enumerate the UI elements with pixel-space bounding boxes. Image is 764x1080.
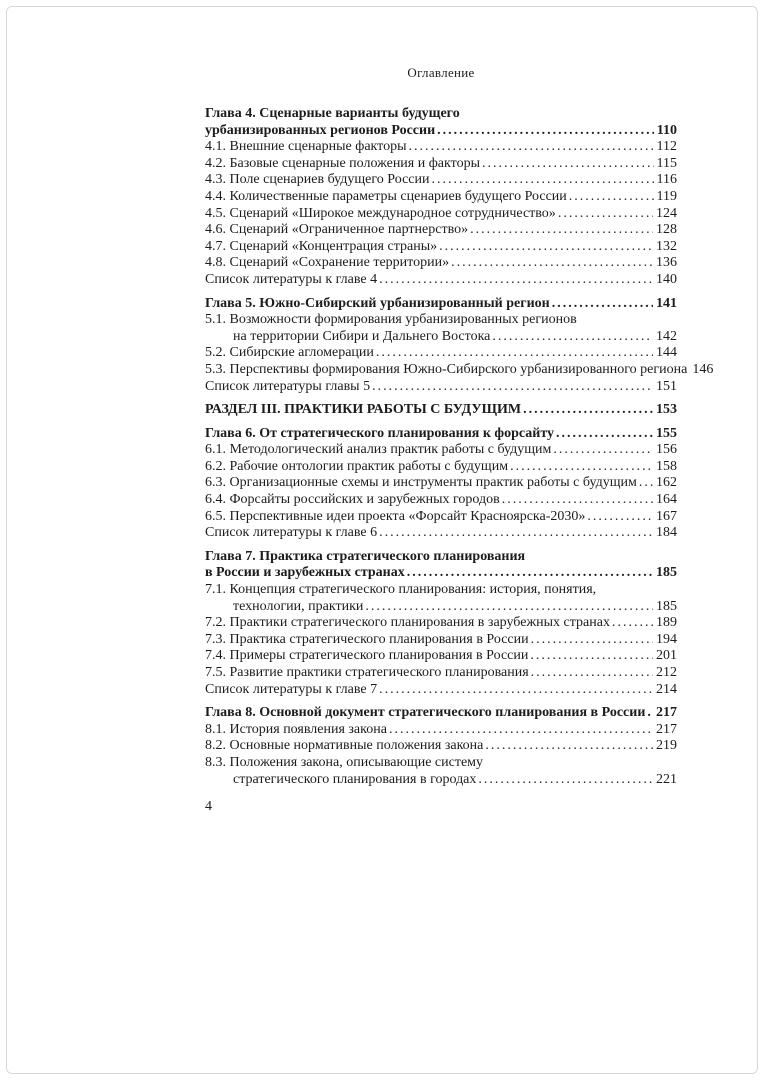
toc-line — [205, 426, 677, 443]
toc-entry — [205, 255, 677, 272]
toc-entry — [205, 206, 677, 223]
toc-entry-title: технологии, практики — [233, 598, 364, 614]
toc-entry-title: 4.7. Сценарий «Концентрация страны» — [205, 238, 438, 254]
dot-leader — [482, 156, 654, 173]
toc-entry — [205, 442, 677, 459]
dot-leader — [451, 255, 653, 272]
dot-leader — [530, 648, 653, 665]
toc-entry — [205, 665, 677, 682]
toc-entry — [205, 139, 677, 156]
dot-leader — [510, 459, 653, 476]
toc-entry-title: стратегического планирования в городах — [233, 771, 477, 787]
toc-entry — [205, 525, 677, 542]
toc-entry-title: в России и зарубежных странах — [205, 565, 405, 581]
toc-entry — [205, 755, 677, 788]
book-page — [6, 6, 758, 1074]
toc-line — [205, 379, 677, 396]
toc-page-ref: 141 — [656, 295, 677, 311]
toc-entry — [205, 509, 677, 526]
toc-list — [205, 106, 714, 788]
toc-page-ref: 156 — [656, 442, 677, 458]
toc-entry — [205, 106, 677, 139]
dot-leader — [376, 345, 653, 362]
dot-leader — [647, 705, 653, 722]
toc-entry-title: урбанизированных регионов России — [205, 122, 436, 138]
dot-leader — [556, 426, 653, 443]
toc-line — [205, 345, 677, 362]
dot-leader — [437, 123, 654, 140]
dot-leader — [365, 599, 653, 616]
dot-leader — [439, 239, 653, 256]
toc-entry-title: 6.4. Форсайты российских и зарубежных городов — [205, 492, 500, 508]
toc-page-ref: 128 — [656, 222, 677, 238]
toc-page-ref: 212 — [656, 665, 677, 680]
toc-line — [205, 738, 677, 755]
dot-leader — [558, 206, 653, 223]
toc-page-ref: 115 — [656, 155, 677, 171]
dot-leader — [379, 272, 653, 289]
toc-line — [205, 442, 677, 459]
toc-entry-title: 7.4. Примеры стратегического планирования в России — [205, 648, 529, 664]
dot-leader — [407, 565, 653, 582]
toc-entry-title: Глава 5. Южно-Сибирский урбанизированный регион — [205, 295, 550, 311]
toc-page-ref: 124 — [656, 205, 677, 221]
toc-entry-title: 4.6. Сценарий «Ограниченное партнерство» — [205, 222, 469, 238]
toc-entry — [205, 582, 677, 615]
toc-entry — [205, 156, 677, 173]
toc-entry — [205, 379, 677, 396]
toc-entry — [205, 239, 677, 256]
toc-line — [205, 492, 677, 509]
toc-page-ref: 214 — [656, 681, 677, 697]
toc-entry-title: 7.2. Практики стратегического планирования в зарубежных странах — [205, 615, 610, 631]
toc-page-ref: 185 — [656, 598, 677, 614]
toc-entry-title: Глава 6. От стратегического планирования к форсайту — [205, 425, 555, 441]
toc-page-ref: 112 — [656, 139, 677, 155]
toc-entry-title: 6.2. Рабочие онтологии практик работы с будущим — [205, 458, 509, 474]
toc-line — [205, 402, 677, 419]
toc-line — [205, 682, 677, 699]
dot-leader — [379, 525, 653, 542]
toc-entry — [205, 459, 677, 476]
toc-entry-title: Список литературы к главе 4 — [205, 271, 378, 287]
toc-line — [205, 459, 677, 476]
toc-line — [205, 329, 677, 346]
running-header: Оглавление — [407, 65, 475, 80]
toc-line — [205, 106, 677, 123]
toc-page-ref: 189 — [656, 615, 677, 631]
dot-leader — [389, 722, 653, 739]
toc-entry-title: Список литературы к главе 6 — [205, 525, 378, 541]
toc-line — [205, 139, 677, 156]
toc-entry-title: на территории Сибири и Дальнего Востока — [233, 328, 491, 344]
toc-line — [205, 549, 677, 566]
toc-page-ref: 153 — [656, 402, 677, 418]
toc-page-ref: 201 — [656, 648, 677, 664]
toc-page-ref: 155 — [656, 425, 677, 441]
dot-leader — [485, 738, 653, 755]
toc-entry — [205, 426, 677, 443]
toc-entry — [205, 492, 677, 509]
toc-line — [205, 632, 677, 649]
toc-line — [205, 582, 677, 599]
toc-line — [205, 772, 677, 789]
toc-entry-title: 5.3. Перспективы формирования Южно-Сибирского урбанизированного региона — [205, 361, 688, 377]
toc-entry-title: 6.1. Методологический анализ практик работы с будущим — [205, 442, 552, 458]
toc-entry — [205, 632, 677, 649]
toc-entry — [205, 648, 677, 665]
toc-page-ref: 140 — [656, 271, 677, 287]
toc-entry-title: 8.1. История появления закона — [205, 721, 387, 737]
toc-line — [205, 172, 677, 189]
toc-entry — [205, 722, 677, 739]
toc-entry-title: 8.2. Основные нормативные положения закона — [205, 738, 484, 754]
toc-entry — [205, 615, 677, 632]
toc-entry — [205, 738, 677, 755]
toc-line — [205, 239, 677, 256]
toc-page-ref: 184 — [656, 525, 677, 541]
dot-leader — [553, 442, 653, 459]
toc-line — [205, 705, 677, 722]
toc-page-ref: 151 — [656, 378, 677, 394]
toc-line — [205, 665, 677, 682]
toc-page-ref: 146 — [692, 361, 714, 377]
toc-entry-title: 4.1. Внешние сценарные факторы — [205, 139, 407, 155]
toc-entry-title: 6.5. Перспективные идеи проекта «Форсайт Красноярска-2030» — [205, 508, 586, 524]
toc-entry — [205, 296, 677, 313]
toc-page-ref: 136 — [656, 255, 677, 271]
toc-entry — [205, 402, 677, 419]
toc-entry-title: 8.3. Положения закона, описывающие систему — [205, 754, 484, 770]
toc-line — [205, 509, 677, 526]
toc-entry-title: 6.3. Организационные схемы и инструменты практик работы с будущим — [205, 475, 637, 491]
toc-page-ref: 116 — [656, 172, 677, 188]
dot-leader — [470, 222, 653, 239]
toc-line — [205, 206, 677, 223]
dot-leader — [379, 682, 653, 699]
toc-page-ref: 219 — [656, 738, 677, 754]
toc-page-ref: 144 — [656, 345, 677, 361]
toc-entry — [205, 172, 677, 189]
toc-page-ref: 164 — [656, 492, 677, 508]
toc-page-ref: 132 — [656, 238, 677, 254]
toc-line — [205, 722, 677, 739]
dot-leader — [372, 379, 653, 396]
toc-entry-title: 5.2. Сибирские агломерации — [205, 345, 374, 361]
toc-entry — [205, 345, 677, 362]
toc-entry-title: 7.3. Практика стратегического планирования в России — [205, 631, 529, 647]
dot-leader — [552, 296, 653, 313]
toc-entry — [205, 312, 677, 345]
toc-page-ref: 221 — [656, 771, 677, 787]
toc-entry — [205, 361, 714, 379]
toc-entry-title: Список литературы к главе 7 — [205, 681, 378, 697]
toc-line — [205, 361, 714, 379]
toc-page-ref: 119 — [656, 188, 677, 204]
toc-entry — [205, 549, 677, 582]
dot-leader — [569, 189, 654, 206]
dot-leader — [492, 329, 653, 346]
toc-entry-title: Глава 8. Основной документ стратегического планирования в России — [205, 705, 646, 721]
toc-page-ref: 110 — [656, 122, 677, 138]
toc-line — [205, 296, 677, 313]
toc-page-ref: 167 — [656, 508, 677, 524]
toc-line — [205, 189, 677, 206]
toc-line — [205, 312, 677, 329]
toc-entry — [205, 705, 677, 722]
toc-line — [205, 648, 677, 665]
dot-leader — [432, 172, 654, 189]
toc-entry — [205, 189, 677, 206]
toc-line — [205, 615, 677, 632]
toc-page-ref: 217 — [656, 705, 677, 721]
dot-leader — [502, 492, 653, 509]
toc-entry-title: 4.4. Количественные параметры сценариев будущего России — [205, 188, 567, 204]
page-number: 4 — [205, 799, 212, 814]
dot-leader — [523, 402, 653, 419]
toc-entry — [205, 682, 677, 699]
toc-entry — [205, 475, 677, 492]
toc-entry-title: РАЗДЕЛ III. ПРАКТИКИ РАБОТЫ С БУДУЩИМ — [205, 402, 522, 418]
toc-line — [205, 475, 677, 492]
dot-leader — [478, 772, 653, 789]
toc-entry-title: 5.1. Возможности формирования урбанизированных регионов — [205, 312, 577, 328]
toc-entry — [205, 272, 677, 289]
dot-leader — [531, 665, 653, 682]
dot-leader — [531, 632, 653, 649]
toc-entry-title: Глава 7. Практика стратегического планирования — [205, 548, 526, 564]
toc-page-ref: 142 — [656, 328, 677, 344]
toc-entry-title: 4.3. Поле сценариев будущего России — [205, 172, 430, 188]
toc-entry-title: 4.8. Сценарий «Сохранение территории» — [205, 255, 450, 271]
toc-page-ref: 217 — [656, 721, 677, 737]
dot-leader — [587, 509, 653, 526]
toc-line — [205, 272, 677, 289]
toc-page-ref: 185 — [656, 565, 677, 581]
toc-line — [205, 565, 677, 582]
toc-line — [205, 255, 677, 272]
toc-page-ref: 158 — [656, 458, 677, 474]
toc-line — [205, 222, 677, 239]
toc-page-ref: 162 — [656, 475, 677, 491]
toc-entry-title: 4.2. Базовые сценарные положения и факторы — [205, 155, 480, 171]
toc-entry-title: 4.5. Сценарий «Широкое международное сотрудничество» — [205, 205, 556, 221]
dot-leader — [639, 475, 653, 492]
toc-entry-title: Глава 4. Сценарные варианты будущего — [205, 106, 460, 121]
toc-line — [205, 755, 677, 772]
toc-entry — [205, 222, 677, 239]
toc-page-ref: 194 — [656, 631, 677, 647]
toc-line — [205, 156, 677, 173]
dot-leader — [612, 615, 653, 632]
toc-entry-title: 7.1. Концепция стратегического планирования: история, понятия, — [205, 582, 597, 598]
toc-line — [205, 599, 677, 616]
dot-leader — [409, 139, 654, 156]
toc-entry-title: 7.5. Развитие практики стратегического планирования — [205, 665, 529, 680]
toc-line — [205, 123, 677, 140]
toc-line — [205, 525, 677, 542]
toc-entry-title: Список литературы главы 5 — [205, 378, 371, 394]
